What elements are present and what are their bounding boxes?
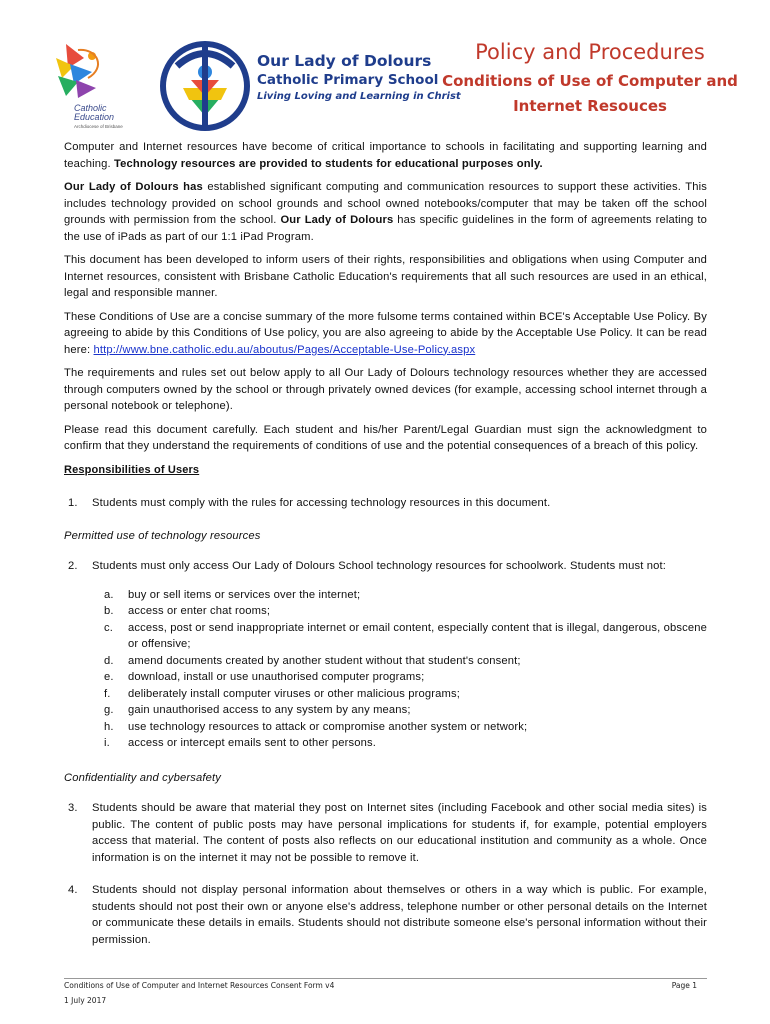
list-item: h. use technology resources to attack or compromise another system or network; [104,720,528,733]
school-name-line1: Our Lady of Dolours [257,52,432,70]
document-body [64,139,707,964]
footer-page-number: Page 1 [671,981,697,990]
rule-item-3: 3. Students should be aware that material they post on Internet sites (including Facebook and other social media sites) is public. The content of public posts may have personal implications for students if, for example, potential employers access that material. The content of posts also reflects on our educational institution and community as a whole. Once information is on the internet it may not be possible to remove it. [68,802,707,864]
list-item: i. access or intercept emails sent to other persons. [104,737,376,749]
school-name-line2: Catholic Primary School [257,72,439,88]
school-crest-logo [155,36,255,132]
acknowledgment-paragraph: Please read this document carefully. Each student and his/her Parent/Legal Guardian must sign the acknowledgment to confirm that they understand the requirements of conditions of use and the potential consequences of a breach of this policy. [64,423,707,452]
list-item: b. access or enter chat rooms; [104,605,271,617]
rule-item-4: 4. Students should not display personal information about themselves or others in a way which is public. For example, students should not post their own or anyone else's address, telephone number or other personal details on the Internet or communicate these details in emails. Students should not distribute someone else's personal information without their permission. [68,884,707,946]
list-item: a. buy or sell items or services over the internet; [104,588,361,601]
footer-document-name: Conditions of Use of Computer and Internet Resources Consent Form v4 [64,981,335,990]
document-title: Policy and Procedures [475,40,705,64]
policy-paragraph: These Conditions of Use are a concise summary of the more fulsome terms contained within BCE's Acceptable Use Policy. By agreeing to abide by this Conditions of Use policy, you are also agreeing to abide by the Acceptable Use Policy. It can be read here: http://www.bne.catholic.edu.au/aboutus/Pages/Acceptable-Use-Policy.aspx [64,310,707,356]
intro-paragraph: Computer and Internet resources have become of critical importance to schools in facilitating and supporting learning and teaching. Technology resources are provided to students for educational purposes only. [64,141,707,170]
list-item: e. download, install or use unauthorised computer programs; [104,671,425,683]
responsibilities-heading: Responsibilities of Users [64,463,200,476]
acceptable-use-policy-link[interactable]: http://www.bne.catholic.edu.au/aboutus/Pages/Acceptable-Use-Policy.aspx [93,343,476,356]
catholic-education-wordmark: Catholic Education Archdiocese of Brisbane [74,103,123,129]
list-item: d. amend documents created by another student without that student's consent; [104,654,521,667]
confidentiality-subheading: Confidentiality and cybersafety [64,771,222,784]
list-item: f. deliberately install computer viruses or other malicious programs; [104,687,460,700]
footer-date: 1 July 2017 [64,996,107,1005]
document-subtitle-line1: Conditions of Use of Computer and [442,72,738,90]
scope-paragraph: The requirements and rules set out below apply to all Our Lady of Dolours technology resources whether they are accessed through computers owned by the school or through privately owned devices (for example, accessing school internet through a personal notebook or telephone). [64,367,707,412]
rule-item-2: 2. Students must only access Our Lady of Dolours School technology resources for schoolwork. Students must not: [68,560,666,572]
resources-paragraph: Our Lady of Dolours has established significant computing and communication resources to support these activities. This includes technology provided on school grounds and school owned notebooks/computer that may be taken off the school grounds with permission from the school. Our Lady of Dolours has specific guidelines in the form of agreements relating to the use of iPads as part of our 1:1 iPad Program. [64,181,707,243]
list-item: g. gain unauthorised access to any system by any means; [104,704,411,716]
rule-item-1: 1. Students must comply with the rules for accessing technology resources in this document. [68,497,551,509]
page-header [0,0,770,135]
permitted-use-subheading: Permitted use of technology resources [64,529,261,542]
list-item: c. access, post or send inappropriate internet or email content, especially content that is illegal, dangerous, obscene or offensive; [104,621,707,650]
purpose-paragraph: This document has been developed to inform users of their rights, responsibilities and obligations when using Computer and Internet resources, consistent with Brisbane Catholic Education's requirements that all such resources are used in an ethical, legal and responsible manner. [64,254,707,299]
footer-divider [64,978,707,979]
document-subtitle-line2: Internet Resouces [513,97,667,115]
prohibited-actions-list [104,587,707,752]
school-motto: Living Loving and Learning in Christ [257,91,461,102]
